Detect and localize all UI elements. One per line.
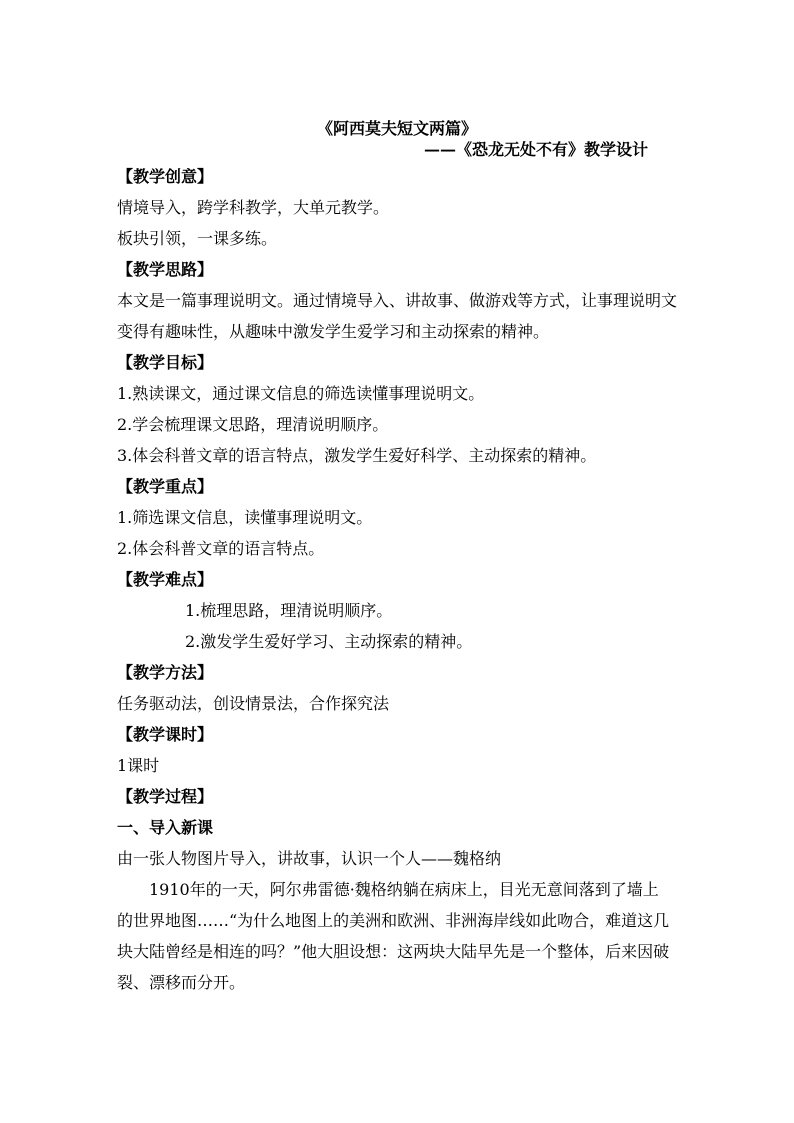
section-heading-hours: 【教学课时】	[117, 725, 214, 744]
story-line: 块大陆曾经是相连的吗？”他大胆设想：这两块大陆早先是一个整体，后来因破	[117, 942, 670, 961]
creativity-line: 板块引领，一课多练。	[117, 229, 278, 248]
difficulty-item: 1.梳理思路，理清说明顺序。	[185, 601, 393, 620]
methods-line: 任务驱动法，创设情景法，合作探究法	[117, 694, 390, 713]
hours-line: 1课时	[117, 756, 160, 775]
goal-item: 1.熟读课文，通过课文信息的筛选读懂事理说明文。	[117, 384, 485, 403]
difficulty-item: 2.激发学生爱好学习、主动探索的精神。	[185, 632, 473, 651]
key-point-item: 1.筛选课文信息，读懂事理说明文。	[117, 508, 373, 527]
approach-line: 变得有趣味性，从趣味中激发学生爱学习和主动探索的精神。	[117, 322, 550, 341]
section-heading-approach: 【教学思路】	[117, 260, 214, 279]
section-heading-difficulties: 【教学难点】	[117, 570, 214, 589]
section-heading-methods: 【教学方法】	[117, 663, 214, 682]
story-line: 1910年的一天，阿尔弗雷德·魏格纳躺在病床上，目光无意间落到了墙上	[149, 880, 659, 899]
goal-item: 2.学会梳理课文思路，理清说明顺序。	[117, 415, 389, 434]
approach-line: 本文是一篇事理说明文。通过情境导入、讲故事、做游戏等方式，让事理说明文	[117, 291, 678, 310]
document-body	[117, 161, 677, 998]
document-subtitle: ——《恐龙无处不有》教学设计	[424, 140, 649, 159]
key-point-item: 2.体会科普文章的语言特点。	[117, 539, 325, 558]
section-heading-goals: 【教学目标】	[117, 353, 214, 372]
section-heading-creativity: 【教学创意】	[117, 167, 214, 186]
section-heading-process: 【教学过程】	[117, 787, 214, 806]
process-step-heading: 一、导入新课	[117, 818, 214, 837]
document-title: 《阿西莫夫短文两篇》	[316, 119, 477, 138]
story-line: 的世界地图……“为什么地图上的美洲和欧洲、非洲海岸线如此吻合，难道这几	[117, 911, 670, 930]
goal-item: 3.体会科普文章的语言特点，激发学生爱好科学、主动探索的精神。	[117, 446, 597, 465]
creativity-line: 情境导入，跨学科教学，大单元教学。	[117, 198, 390, 217]
story-line: 裂、漂移而分开。	[117, 973, 246, 992]
process-intro-line: 由一张人物图片导入，讲故事，认识一个人——魏格纳	[117, 849, 502, 868]
section-heading-key-points: 【教学重点】	[117, 477, 214, 496]
